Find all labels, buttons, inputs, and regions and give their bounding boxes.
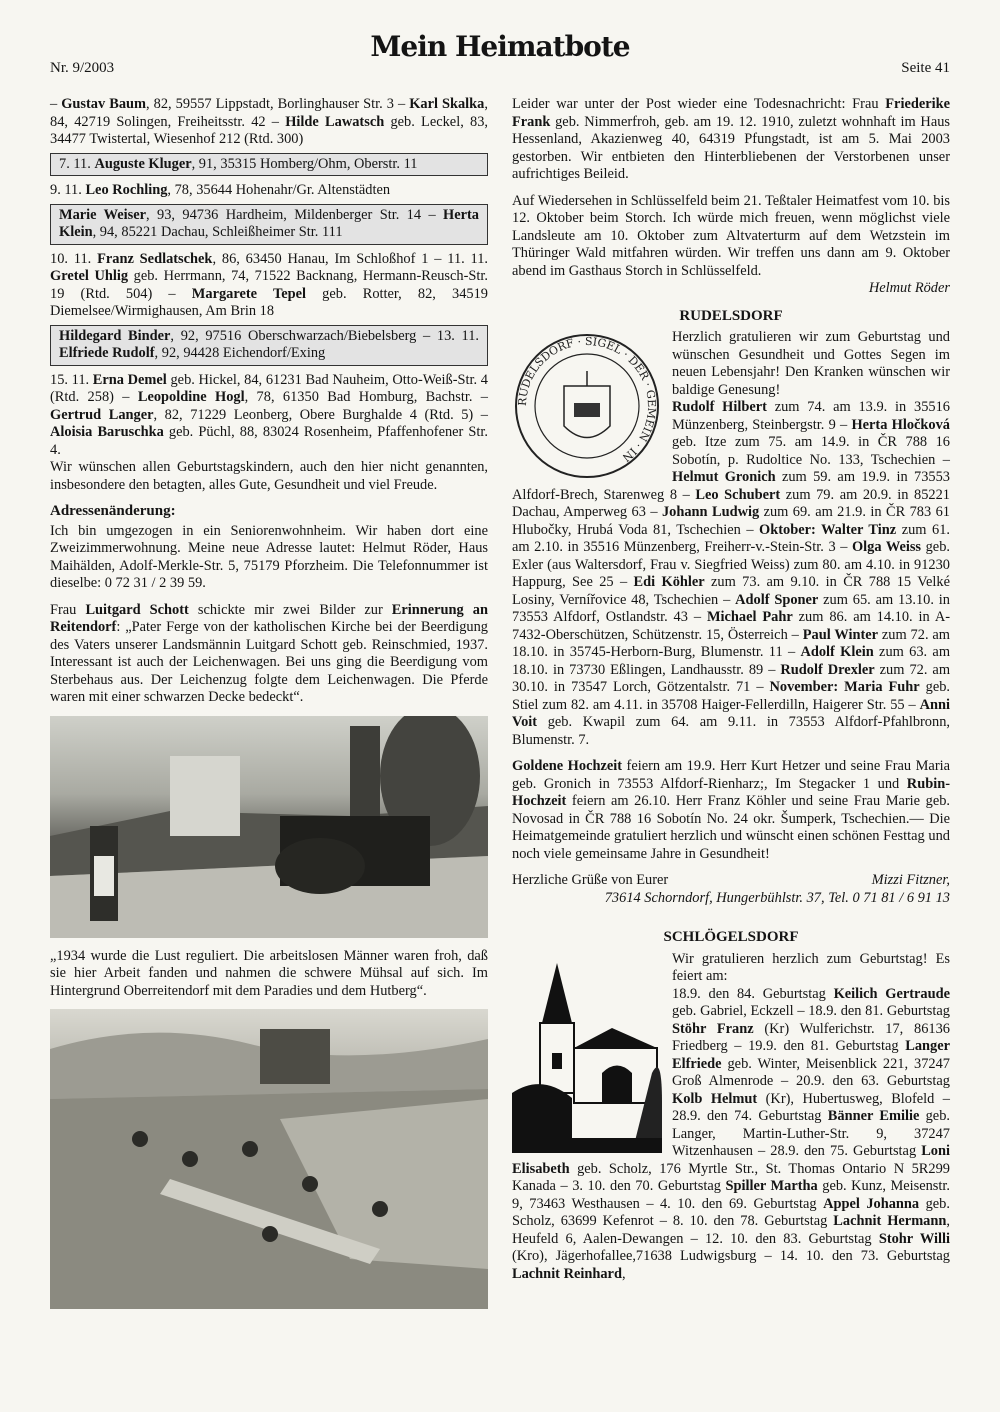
issue-number: Nr. 9/2003 bbox=[50, 60, 115, 76]
funeral-photo-illustration bbox=[50, 716, 488, 938]
address-change-text: Ich bin umgezogen in ein Seniorenwohnheim. Wir haben dort eine Zweizimmerwohnung. Meine neue Adresse lautet: Helmut Röder, Haus Maihälden, Adolf-Merkle-Str. 5, 75179 Pforzheim. Die Telefonnummer ist dieselbe: 0 72 31 / 2 39 59. bbox=[50, 522, 488, 591]
signature-helmut-roeder: Helmut Röder bbox=[868, 280, 950, 296]
birthday-entry: 10. 11. Franz Sedlatschek, 86, 63450 Hanau, Im Schloßhof 1 – 11. 11. Gretel Uhlig geb. Herrmann, 74, 71522 Backnang, Hermann-Reusch-Str. 19 (Rtd. 504) – Margarete Tepel geb. Rotter, 82, 34519 Diemelsee/Wirmighausen, Am Brin 18 bbox=[50, 250, 489, 319]
greeting-text: Herzliche Grüße von Eurer bbox=[512, 872, 669, 888]
festival-paragraph: Auf Wiedersehen in Schlüsselfeld beim 21. Teßtaler Heimatfest vom 10. bis 12. Oktober beim Storch. Ich würde mich freuen, wenn möglichst viele Landsleute am 10. Oktober zum Altvaterturm auf dem Wetzstein im Thüringer Wald mitfahren würden. Wir treffen uns dann am 9. Oktober abend im Gasthaus Storch in Schlüsselfeld. bbox=[512, 192, 950, 279]
river-regulation-photo bbox=[50, 1009, 488, 1309]
greeting-author: Mizzi Fitzner, bbox=[871, 872, 950, 888]
highlight-box: 7. 11. Auguste Kluger, 91, 35315 Homberg/Ohm, Oberstr. 11 bbox=[50, 153, 488, 177]
section-heading-schloegelsdorf: SCHLÖGELSDORF bbox=[663, 929, 799, 945]
obituary-paragraph: Leider war unter der Post wieder eine Todesnachricht: Frau Friederike Frank geb. Nimmerfroh, geb. am 19. 12. 1910, zuletzt wohnhaft im Haus Hessenland, Akazienweg 40, 64319 Pfungstadt, ist am 5. Mai 2003 gestorben. Wir entbieten den Hinterbliebenen der Verstorbenen unser aufrichtiges Beileid. bbox=[512, 96, 950, 182]
rudelsdorf-seal-icon bbox=[512, 331, 662, 481]
memories-paragraph: Frau Luitgard Schott schickte mir zwei Bilder zur Erinnerung an Reitendorf: „Pater Ferge von der katholischen Kirche bei der Beerdigung des Vaters unserer Landsmännin Luitgard Schott geb. Reinschmied, 1937. Interessant ist auch der Leichenwagen. Bei uns ging die Beerdigung vom Sterbehaus aus. Der Leichenzug folgte dem Leichenwagen. Die Pferde waren mit einer schwarzen Decke bedeckt“. bbox=[50, 601, 488, 705]
workers-photo-illustration bbox=[50, 1009, 488, 1309]
anniversary-paragraph: Goldene Hochzeit feiern am 19.9. Herr Kurt Hetzer und seine Frau Maria geb. Gronich in 73553 Alfdorf-Rienharz;, Im Stegacker 1 und Rubin-Hochzeit feiern am 26.10. Herr Franz Köhler und seine Frau Marie geb. Novosad in ČR 788 16 Sobotín No. 24 okr. Šumperk, Tschechien.— Die Heimatgemeinde gratuliert herzlich und wünscht einen schönen Festtag und noch viele gemeinsame Jahre in Gesundheit! bbox=[512, 758, 950, 862]
highlight-box: Marie Weiser, 93, 94736 Hardheim, Mildenberger Str. 14 – Herta Klein, 94, 85221 Dachau, Schleißheimer Str. 111 bbox=[50, 204, 488, 245]
rudelsdorf-section bbox=[512, 329, 950, 749]
address-change-heading: Adressenänderung: bbox=[50, 503, 176, 519]
schloegelsdorf-intro: Wir gratulieren herzlich zum Geburtstag! Es feiert am: bbox=[672, 950, 950, 984]
page-number: Seite 41 bbox=[901, 60, 950, 76]
section-heading-rudelsdorf: RUDELSDORF bbox=[679, 307, 783, 324]
rudelsdorf-intro: Herzlich gratulieren wir zum Geburtstag und wünschen Gesundheit und Gottes Segen im neuen Lebensjahr! Den Kranken wünschen wir baldige Genesung! bbox=[672, 329, 950, 398]
seal-inscription: RUDELSDORF · SIGEL · DER · GEMEIN · IN bbox=[515, 334, 659, 465]
greeting-address: 73614 Schorndorf, Hungerbühlstr. 37, Tel. 0 71 81 / 6 91 13 bbox=[604, 889, 950, 906]
photo-caption: „1934 wurde die Lust reguliert. Die arbeitslosen Männer waren froh, daß sie hier Arbeit fanden und nahmen die schwere Mühsal auf sich. Im Hintergrund Oberreitendorf mit dem Paradies und dem Hutberg“. bbox=[50, 947, 488, 999]
right-column bbox=[512, 96, 950, 1292]
greeting-line bbox=[512, 872, 950, 890]
schloegelsdorf-birthdays: 18.9. den 84. Geburtstag Keilich Gertraude geb. Gabriel, Eckzell – 18.9. den 81. Geburtstag Stöhr Franz (Kr) Wulferichstr. 17, 86136 Friedberg – 19.9. den 81. Geburtstag Langer Elfriede geb. Winter, Meisenblick 221, 37247 Groß Almenrode – 20.9. den 63. Geburtstag Kolb Helmut (Kr), Hubertusweg, Blofeld – 28.9. den 74. Geburtstag Bänner Emilie geb. Langer, Martin-Luther-Str. 9, 37247 Witzenhausen – 28.9. den 75. Geburtstag Loni Elisabeth geb. Scholz, 176 Myrtle Str., St. Thomas Ontario N 5R299 Kanada – 3. 10. den 70. Geburtstag Spiller Martha geb. Kunz, Meisenstr. 9, 73463 Westhausen – 4. 10. den 69. Geburtstag Appel Johanna geb. Scholz, 63699 Kefenrot – 8. 10. den 78. Geburtstag Lachnit Hermann, Heufeld 6, Aalen-Dewangen – 12. 10. den 83. Geburtstag Stohr Willi (Kro), Jägerhofallee,71638 Ludwigsburg – 14. 10. den 73. Geburtstag Lachnit Reinhard, bbox=[512, 985, 950, 1282]
birthday-entry: 9. 11. Leo Rochling, 78, 35644 Hohenahr/Gr. Altenstädten bbox=[50, 182, 391, 198]
funeral-procession-photo bbox=[50, 716, 488, 938]
highlight-box: Hildegard Binder, 92, 97516 Oberschwarzach/Biebelsberg – 13. 11. Elfriede Rudolf, 92, 94428 Eichendorf/Exing bbox=[50, 325, 488, 366]
rudelsdorf-birthdays: Rudolf Hilbert zum 74. am 13.9. in 35516 Münzenberg, Steinbergstr. 9 – Herta Hločková geb. Itze zum 75. am 14.9. in ČR 788 16 Sobotín, p. Rudoltice No. 133, Tschechien – Helmut Gronich zum 59. am 19.9. in 73553 Alfdorf-Brech, Starenweg 8 – Leo Schubert zum 79. am 20.9. in 85221 Dachau, Amperweg 63 – Johann Ludwig zum 69. am 21.9. in ČR 783 61 Hlubočky, Hrubá Voda 81, Tschechien – Oktober: Walter Tinz zum 61. am 2.10. in 35516 Münzenberg, Freiherr-v.-Stein-Str. 3 – Olga Weiss geb. Exler (aus Waltersdorf, Frau v. Siegfried Weiss) zum 80. am 4.10. in 91230 Happurg, See 25 – Edi Köhler zum 73. am 9.10. in ČR 788 15 Velké Losiny, Vernířovice 48, Tschechien – Adolf Sponer zum 65. am 13.10. in 73553 Alfdorf, Ostlandstr. 43 – Michael Pahr zum 86. am 14.10. in A-7432-Oberschützen, Schützenstr. 15, Österreich – Paul Winter zum 72. am 18.10. in 35745-Herborn-Burg, Blumenstr. 11 – Adolf Klein zum 63. am 18.10. in 73730 Eßlingen, Landhausstr. 89 – Rudolf Drexler zum 72. am 30.10. in 73547 Lorch, Götzentalstr. 71 – November: Maria Fuhr geb. Stiel zum 82. am 4.11. in 35708 Haiger-Fellerdilln, Haigerer Str. 55 – Anni Voit geb. Kwapil zum 64. am 9.11. in 73553 Alfdorf-Pfahlbronn, Blumenstr. 7. bbox=[512, 399, 951, 748]
wishes-paragraph: Wir wünschen allen Geburtstagskindern, auch den hier nicht genannten, insbesondere den betagten, alles Gute, Gesundheit und viel Freude. bbox=[50, 459, 488, 493]
birthday-entry: – Gustav Baum, 82, 59557 Lippstadt, Borlinghauser Str. 3 – Karl Skalka, 84, 42719 Solingen, Freiheitsstr. 42 – Hilde Lawatsch geb. Leckel, 83, 34477 Twistertal, Wiesenhof 212 (Rtd. 300) bbox=[50, 96, 489, 147]
church-drawing-icon bbox=[512, 953, 662, 1153]
schloegelsdorf-section bbox=[512, 951, 950, 1284]
masthead-logo: Mein Heimatbote bbox=[370, 30, 630, 63]
birthday-entry: 15. 11. Erna Demel geb. Hickel, 84, 61231 Bad Nauheim, Otto-Weiß-Str. 4 (Rtd. 258) – Leopoldine Hogl, 78, 61350 Bad Homburg, Bachstr. – Gertrud Langer, 82, 71229 Leonberg, Obere Burghalde 4 (Rtd. 5) – Aloisia Baruschka geb. Püchl, 88, 83024 Rosenheim, Pfaffenhofener Str. 4. bbox=[50, 371, 489, 458]
left-column bbox=[50, 96, 488, 1319]
